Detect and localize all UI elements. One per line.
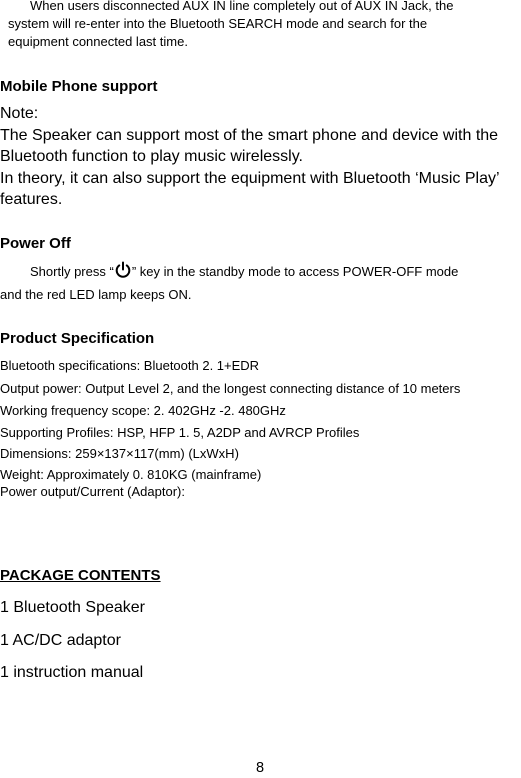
spec-item: Weight: Approximately 0. 810KG (mainframe): [0, 467, 262, 482]
mobile-line-4: features.: [0, 191, 63, 208]
spec-item: Output power: Output Level 2, and the longest connecting distance of 10 meters: [0, 381, 461, 396]
power-icon: [114, 261, 132, 284]
spec-item: Bluetooth specifications: Bluetooth 2. 1+EDR: [0, 358, 260, 373]
spec-item: Power output/Current (Adaptor):: [0, 484, 185, 499]
package-item: 1 AC/DC adaptor: [0, 632, 121, 649]
power-heading: Power Off: [0, 235, 71, 252]
power-line-1: [30, 261, 458, 284]
power-text-before: Shortly press “: [30, 264, 114, 279]
page-number: 8: [256, 760, 265, 776]
mobile-line-2: Bluetooth function to play music wirelessly.: [0, 148, 303, 165]
mobile-heading: Mobile Phone support: [0, 78, 158, 95]
spec-item: Working frequency scope: 2. 402GHz -2. 480GHz: [0, 403, 286, 418]
package-heading: PACKAGE CONTENTS: [0, 567, 161, 584]
package-item: 1 Bluetooth Speaker: [0, 599, 145, 616]
intro-line-3: equipment connected last time.: [8, 34, 188, 49]
package-item: 1 instruction manual: [0, 664, 144, 681]
intro-line-2: system will re-enter into the Bluetooth SEARCH mode and search for the: [8, 16, 428, 31]
power-text-after: ” key in the standby mode to access POWER-OFF mode: [131, 264, 459, 279]
mobile-line-1: The Speaker can support most of the smart phone and device with the: [0, 127, 499, 144]
power-line-2: and the red LED lamp keeps ON.: [0, 287, 192, 302]
spec-item: Supporting Profiles: HSP, HFP 1. 5, A2DP and AVRCP Profiles: [0, 425, 360, 440]
mobile-note: Note:: [0, 105, 39, 122]
spec-item: Dimensions: 259×137×117(mm) (LxWxH): [0, 446, 239, 461]
intro-line-1: When users disconnected AUX IN line completely out of AUX IN Jack, the: [30, 0, 454, 13]
spec-heading: Product Specification: [0, 330, 155, 347]
mobile-line-3: In theory, it can also support the equipment with Bluetooth ‘Music Play’: [0, 170, 500, 187]
